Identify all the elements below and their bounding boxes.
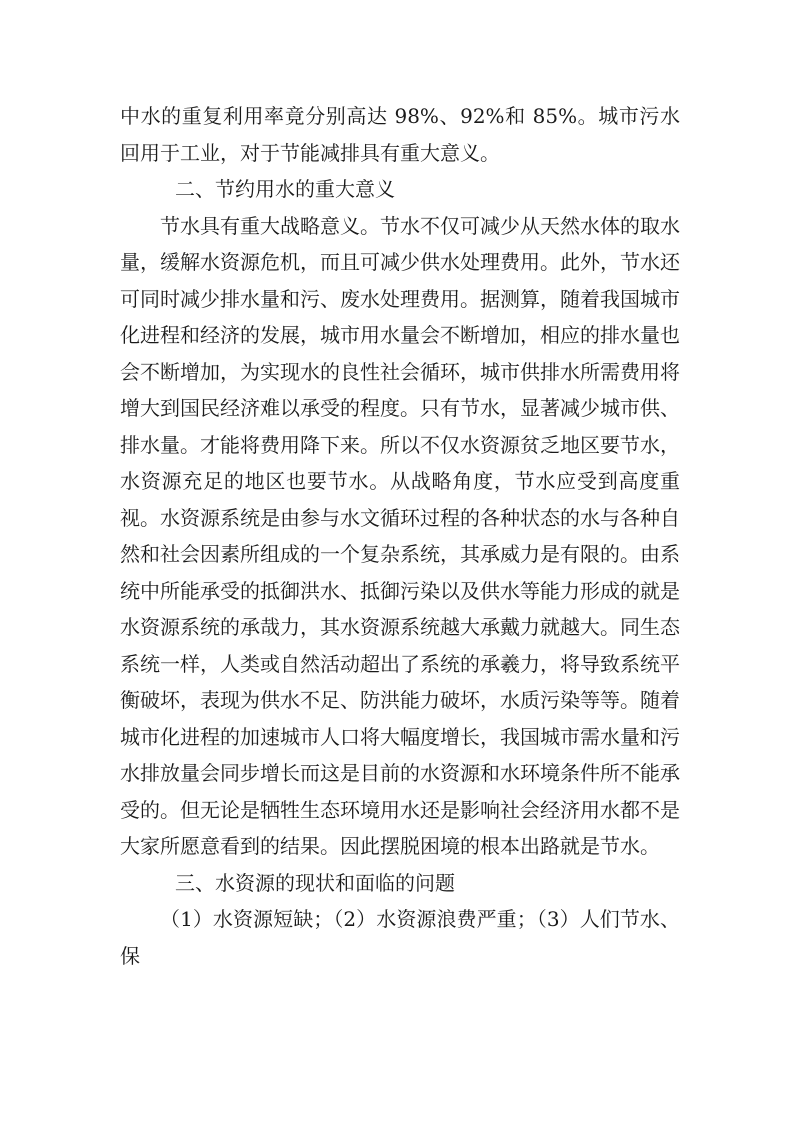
body-paragraph-intro: 中水的重复利用率竟分别高达 98%、92%和 85%。城市污水回用于工业，对于节能减排具有重大意义。 bbox=[120, 104, 680, 165]
document-body bbox=[120, 98, 680, 974]
section-heading-water-resource-status: 三、水资源的现状和面临的问题 bbox=[175, 870, 455, 895]
section-heading-water-saving-significance: 二、节约用水的重大意义 bbox=[175, 177, 395, 201]
body-paragraph-water-saving: 节水具有重大战略意义。节水不仅可减少从天然水体的取水量，缓解水资源危机，而且可减少供水处理费用。此外，节水还可同时减少排水量和污、废水处理费用。据测算，随着我国城市化进程和经济的发展，城市用水量会不断增加，相应的排水量也会不断增加，为实现水的良性社会循环，城市供排水所需费用将增大到国民经济难以承受的程度。只有节水，显著减少城市供、排水量。才能将费用降下来。所以不仅水资源贫乏地区要节水，水资源充足的地区也要节水。从战略角度，节水应受到高度重视。水资源系统是由参与水文循环过程的各种状态的水与各种自然和社会因素所组成的一个复杂系统，其承威力是有限的。由系统中所能承受的抵御洪水、抵御污染以及供水等能力形成的就是水资源系统的承哉力，其水资源系统越大承戴力就越大。同生态系统一样，人类或自然活动超出了系统的承羲力，将导致系统平衡破坏，表现为供水不足、防洪能力破坏，水质污染等等。随着城市化进程的加速城市人口将大幅度增长，我国城市需水量和污水排放量会同步增长而这是目前的水资源和水环境条件所不能承受的。但无论是牺牲生态环境用水还是影响社会经济用水都不是大家所愿意看到的结果。因此摆脱困境的根本出路就是节水。 bbox=[120, 213, 680, 858]
body-paragraph-problems-list: （1）水资源短缺；（2）水资源浪费严重；（3）人们节水、保 bbox=[120, 907, 680, 968]
